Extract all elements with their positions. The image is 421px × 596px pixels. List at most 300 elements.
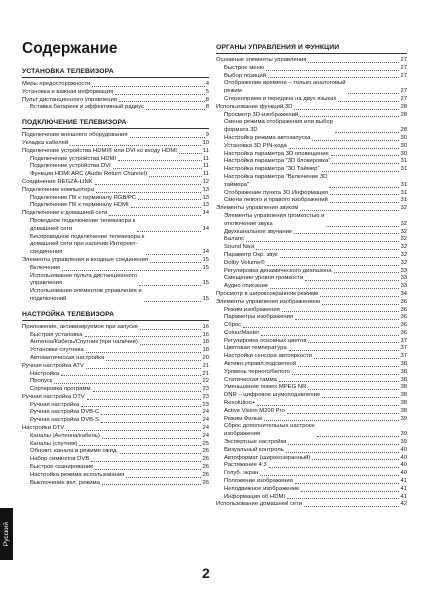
page-number: 2 (202, 565, 210, 581)
toc-entry-title: Параметр Окр. звук (224, 251, 278, 258)
toc-entry-page: 30 (400, 150, 407, 157)
toc-entry-page: 30 (400, 142, 407, 149)
dot-leader (138, 199, 201, 200)
toc-entry[interactable] (22, 163, 209, 171)
dot-leader (85, 336, 202, 337)
dot-leader (243, 327, 399, 328)
toc-entry-title: Ручная настройка DVB-S (30, 417, 99, 424)
toc-entry[interactable] (216, 423, 407, 439)
toc-entry-title: Ручная настройка DTV (22, 393, 85, 400)
toc-entry[interactable] (216, 143, 407, 151)
dot-leader (150, 262, 201, 263)
toc-entry-title: Элементы управления громкостью и отключение звука (224, 212, 325, 227)
toc-entry[interactable] (216, 416, 407, 424)
toc-entry[interactable] (22, 355, 209, 363)
toc-entry-title: Установка 3D PIN-кода (224, 142, 287, 149)
toc-entry[interactable] (22, 257, 209, 265)
dot-leader (95, 469, 201, 470)
toc-entry-title: Установки спутника (30, 347, 84, 354)
toc-entry[interactable] (216, 478, 407, 486)
toc-entry-page: 20 (202, 354, 209, 361)
dot-leader (264, 420, 399, 421)
toc-entry-page: 21 (202, 370, 209, 377)
toc-entry[interactable] (216, 353, 407, 361)
toc-entry[interactable] (216, 338, 407, 346)
toc-entry-page: 8 (205, 96, 209, 103)
toc-entry-page: 11 (202, 147, 209, 154)
toc-entry-title: Активн.управл.подсветкой (224, 361, 297, 368)
toc-entry[interactable] (22, 324, 209, 332)
dot-leader (308, 62, 399, 63)
toc-entry-title: Набор символов DVB (30, 456, 90, 463)
toc-entry-page: 34 (400, 290, 407, 297)
toc-entry-page: 38 (400, 361, 407, 368)
toc-entry-title: Аудио описание (224, 283, 269, 290)
toc-entry-title: DNR – цифровое шумоподавление (224, 392, 321, 399)
toc-entry[interactable] (216, 291, 407, 299)
toc-entry-page: 36 (400, 329, 407, 336)
toc-entry-title: Экспертные настройки (224, 439, 287, 446)
toc-entry-title: Быстрое меню (224, 64, 265, 71)
toc-entry-title: Режим Фильм (224, 415, 263, 422)
toc-entry[interactable] (22, 273, 209, 289)
toc-entry-title: Подключение ПК к терминалу HDMI (30, 202, 129, 209)
language-tab (0, 508, 13, 560)
toc-entry-page: 39 (400, 439, 407, 446)
toc-entry[interactable] (216, 80, 407, 96)
toc-entry-page: 32 (400, 236, 407, 243)
dot-leader (286, 452, 400, 453)
dot-leader (294, 233, 399, 234)
toc-entry-page: 40 (400, 454, 407, 461)
toc-entry[interactable] (216, 158, 407, 166)
toc-entry[interactable] (22, 371, 209, 379)
toc-entry[interactable] (22, 456, 209, 464)
toc-entry-title: Информация об HDMI (224, 493, 286, 500)
toc-entry[interactable] (216, 174, 407, 190)
dot-leader (130, 137, 205, 138)
toc-entry-page: 40 (400, 446, 407, 453)
dot-leader (317, 436, 400, 437)
toc-entry[interactable] (22, 140, 209, 148)
toc-entry[interactable] (216, 314, 407, 322)
toc-entry-title: Настройка параметра 3D оповещение (224, 150, 329, 157)
toc-entry-title: Установка и важная информация (22, 88, 114, 95)
dot-leader (93, 391, 202, 392)
toc-entry-title: Отображение пункта 3D Информация (224, 189, 328, 196)
dot-leader (295, 483, 400, 484)
toc-entry-page: 13 (202, 202, 209, 209)
dot-leader (267, 265, 400, 266)
toc-entry-title: Настройки сенсора автояркости (224, 353, 312, 360)
toc-entry-title: ColourMaster (224, 329, 260, 336)
toc-entry[interactable] (22, 464, 209, 472)
dot-leader (140, 329, 201, 330)
dot-leader (338, 101, 399, 102)
toc-entry-page: 15 (202, 280, 209, 287)
toc-entry-page: 33 (400, 275, 407, 282)
toc-entry[interactable] (216, 330, 407, 338)
toc-entry[interactable] (216, 408, 407, 416)
toc-entry[interactable] (22, 378, 209, 386)
page-title: Содержание (22, 40, 118, 57)
toc-entry[interactable] (216, 229, 407, 237)
toc-entry[interactable] (22, 433, 209, 441)
toc-entry[interactable] (216, 307, 407, 315)
toc-entry-title: Настройка (30, 370, 59, 377)
toc-entry[interactable] (216, 392, 407, 400)
toc-entry[interactable] (22, 480, 209, 488)
section-heading: ОРГАНЫ УПРАВЛЕНИЯ И ФУНКЦИИ (216, 44, 407, 54)
toc-entry[interactable] (22, 218, 209, 234)
toc-entry-page: 13 (202, 194, 209, 201)
toc-entry-page: 31 (400, 166, 407, 173)
toc-entry[interactable] (216, 369, 407, 377)
toc-entry-page: 36 (400, 322, 407, 329)
toc-entry-page: 24 (202, 425, 209, 432)
toc-entry-page: 11 (202, 155, 209, 162)
right-column (216, 44, 407, 516)
toc-entry-page: 32 (400, 220, 407, 227)
toc-entry[interactable] (22, 265, 209, 273)
toc-entry-page: 38 (400, 376, 407, 383)
dot-leader (62, 270, 201, 271)
toc-entry-title: Положение изображения (224, 478, 293, 485)
toc-entry[interactable] (216, 439, 407, 447)
toc-entry-page: 31 (400, 158, 407, 165)
toc-entry-title: Настройки DTV (22, 425, 65, 432)
toc-entry-title: Меры предосторожности (22, 81, 91, 87)
toc-entry[interactable] (216, 322, 407, 330)
toc-entry[interactable] (216, 486, 407, 494)
toc-entry-page: 41 (400, 478, 407, 485)
dot-leader (87, 399, 202, 400)
toc-entry-title: Проводное подключение телевизора к домашней сети (30, 217, 136, 232)
toc-entry[interactable] (22, 202, 209, 210)
toc-entry-page: 41 (400, 493, 407, 500)
toc-entry[interactable] (22, 132, 209, 140)
toc-entry[interactable] (216, 377, 407, 385)
toc-entry[interactable] (216, 112, 407, 120)
toc-entry-title: Sound Navi (224, 244, 255, 251)
toc-entry-page: 4 (205, 81, 209, 87)
dot-leader (287, 498, 399, 499)
toc-entry[interactable] (216, 236, 407, 244)
dot-leader (144, 301, 202, 302)
toc-entry-title: Элементы управления изображением (216, 298, 320, 305)
toc-entry[interactable] (216, 455, 407, 463)
toc-entry[interactable] (216, 501, 407, 509)
toc-entry[interactable] (22, 171, 209, 179)
toc-entry-title: Основные элементы управления (216, 57, 307, 63)
toc-entry[interactable] (22, 417, 209, 425)
toc-entry[interactable] (216, 252, 407, 260)
dot-leader (304, 506, 399, 507)
toc-entry[interactable] (22, 179, 209, 187)
dot-leader (269, 467, 400, 468)
toc-entry-title: Беспроводное подключение телевизора к домашней сети при наличии Интернет- соединения (30, 233, 145, 256)
toc-entry-title: Быстрая установка (30, 331, 83, 338)
dot-leader (280, 257, 400, 258)
toc-entry-page: 39 (400, 431, 407, 438)
dot-leader (308, 342, 399, 343)
toc-entry[interactable] (216, 135, 407, 143)
toc-entry[interactable] (22, 81, 209, 89)
dot-leader (54, 383, 201, 384)
dot-leader (270, 288, 399, 289)
toc-entry-page: 8 (205, 104, 209, 111)
dot-leader (139, 285, 201, 286)
toc-entry[interactable] (22, 448, 209, 456)
toc-entry[interactable] (22, 425, 209, 433)
dot-leader (322, 304, 400, 305)
toc-entry-title: Приложение, активизируемое при запуске (22, 323, 139, 330)
toc-entry-page: 28 (400, 111, 407, 118)
dot-leader (334, 272, 400, 273)
toc-entry-page: 13 (202, 186, 209, 193)
toc-entry[interactable] (216, 166, 407, 174)
toc-entry-title: Быстрое сканирование (30, 464, 94, 471)
toc-entry[interactable] (216, 283, 407, 291)
dot-leader (335, 132, 400, 133)
toc-entry[interactable] (216, 275, 407, 283)
dot-leader (96, 192, 201, 193)
toc-entry-title: Просмотр 3D-изображений (224, 111, 299, 118)
toc-entry-title: Ручная настройка (30, 401, 80, 408)
toc-entry-page: 32 (400, 251, 407, 258)
toc-entry[interactable] (216, 197, 407, 205)
dot-leader (149, 176, 202, 177)
dot-leader (300, 116, 399, 117)
toc-entry-title: Сброс (224, 322, 242, 329)
toc-entry-page: 37 (400, 345, 407, 352)
toc-entry-title: Смена левого и правого изображений (224, 197, 328, 204)
toc-entry-title: Визуальный контроль (224, 446, 284, 453)
toc-entry-title: Использование элементов управления и подключений (30, 288, 142, 302)
dot-leader (322, 171, 400, 172)
dot-leader (102, 438, 202, 439)
toc-entry-title: Подключение к домашней сети (22, 210, 108, 217)
toc-entry[interactable] (22, 195, 209, 203)
toc-entry[interactable] (22, 288, 209, 304)
toc-entry-title: Active Vision M200 Pro (224, 407, 285, 414)
toc-entry[interactable] (22, 472, 209, 480)
toc-entry-title: Автоформат (широкоэкранный) (224, 454, 311, 461)
toc-entry-page: 26 (202, 464, 209, 471)
toc-entry-page: 38 (400, 392, 407, 399)
toc-entry[interactable] (216, 244, 407, 252)
toc-entry-title: Элементы управления звуком (216, 205, 299, 212)
toc-entry-page: 14 (202, 210, 209, 217)
toc-entry-page: 27 (400, 95, 407, 102)
dot-leader (95, 184, 202, 185)
toc-entry[interactable] (22, 347, 209, 355)
toc-entry-title: Каналы (спутник) (30, 440, 78, 447)
dot-leader (120, 453, 201, 454)
toc-entry[interactable] (216, 462, 407, 470)
toc-entry[interactable] (22, 363, 209, 371)
toc-entry[interactable] (22, 104, 209, 112)
dot-leader (61, 375, 201, 376)
toc-entry-title: Настройка режима автозапуска (224, 134, 311, 141)
toc-entry-title: Режим изображения (224, 306, 280, 313)
dot-leader (91, 461, 201, 462)
toc-entry-page: 40 (400, 462, 407, 469)
toc-entry-page: 11 (202, 163, 209, 170)
toc-entry-title: Элементы управления и входные соединения (22, 256, 149, 263)
toc-entry-title: Каналы (Антенна/кабель) (30, 432, 100, 439)
toc-entry-page: 18 (202, 339, 209, 346)
dot-leader (292, 374, 400, 375)
dot-leader (300, 210, 399, 211)
toc-entry-title: Регулировка основных цветов (224, 337, 307, 344)
dot-leader (86, 352, 202, 353)
dot-leader (301, 491, 399, 492)
toc-entry[interactable] (22, 89, 209, 97)
dot-leader (308, 389, 399, 390)
toc-entry-page: 23 (202, 401, 209, 408)
toc-entry-page: 32 (400, 228, 407, 235)
toc-entry[interactable] (216, 361, 407, 369)
toc-entry-title: Пропуск (30, 378, 53, 385)
toc-entry-page: 37 (400, 337, 407, 344)
toc-entry[interactable] (216, 104, 407, 112)
toc-entry-title: Dolby Volume® (224, 259, 265, 266)
toc-entry[interactable] (216, 400, 407, 408)
dot-leader (288, 444, 399, 445)
toc-entry-title: Настройка параметра "Включение 3D таймера" (224, 173, 328, 188)
toc-entry-title: Уменьшение помех MPEG NR (224, 384, 307, 391)
toc-entry[interactable] (22, 148, 209, 156)
toc-entry-title: Цветовая температура (224, 345, 287, 352)
toc-entry[interactable] (216, 299, 407, 307)
toc-entry-page: 37 (400, 353, 407, 360)
left-column (22, 68, 209, 494)
toc-entry[interactable] (22, 332, 209, 340)
toc-entry-title: Статическая гамма (224, 376, 277, 383)
toc-entry[interactable] (216, 260, 407, 268)
toc-entry[interactable] (216, 268, 407, 276)
dot-leader (282, 311, 400, 312)
dot-leader (294, 109, 399, 110)
dot-leader (119, 101, 205, 102)
toc-entry-page: 18 (202, 347, 209, 354)
toc-entry-title: Подключение устройства DVI (30, 163, 111, 170)
dot-leader (126, 477, 201, 478)
toc-entry-page: 38 (400, 384, 407, 391)
toc-entry[interactable] (22, 386, 209, 394)
toc-entry[interactable] (22, 441, 209, 449)
toc-entry-page: 21 (202, 362, 209, 369)
toc-entry-page: 22 (202, 378, 209, 385)
toc-entry-title: Ручная настройка ATV (22, 362, 84, 369)
toc-entry-title: Использование функций 3D (216, 103, 293, 110)
toc-entry[interactable] (216, 384, 407, 392)
dot-leader (256, 249, 399, 250)
toc-entry[interactable] (216, 213, 407, 229)
toc-entry-title: Подключение ПК к терминалу RGB/PC (30, 194, 137, 201)
toc-entry[interactable] (216, 57, 407, 65)
toc-entry-title: Настройка параметра "3D Таймер" (224, 166, 320, 173)
dot-leader (66, 430, 201, 431)
toc-entry-page: 31 (400, 181, 407, 188)
toc-entry-page: 5 (205, 88, 209, 95)
toc-entry-page: 25 (202, 440, 209, 447)
dot-leader (146, 109, 205, 110)
toc-entry-title: Использование домашней сети (216, 501, 302, 508)
toc-entry-page: 26 (202, 471, 209, 478)
toc-entry-title: Просмотр в широкоэкранном режиме (216, 290, 319, 297)
dot-leader (312, 459, 399, 460)
toc-entry-page: 36 (400, 306, 407, 313)
toc-entry-title: Пульт дистанционного управления (22, 96, 118, 103)
toc-entry[interactable] (22, 234, 209, 257)
dot-leader (320, 296, 399, 297)
dot-leader (330, 202, 400, 203)
toc-entry-title: Использование пульта дистанционного управления (30, 272, 138, 287)
toc-entry-page: 27 (400, 64, 407, 71)
toc-entry-title: Включение (30, 264, 61, 271)
toc-entry-page: 41 (400, 485, 407, 492)
toc-entry[interactable] (22, 210, 209, 218)
dot-leader (102, 484, 202, 485)
dot-leader (70, 145, 201, 146)
toc-entry-page: 36 (400, 314, 407, 321)
toc-entry-title: Подключение устройства HDMI (30, 155, 117, 162)
toc-entry-page: 38 (400, 400, 407, 407)
dot-leader (101, 422, 202, 423)
toc-entry-page: 26 (202, 448, 209, 455)
toc-entry-page: 12 (202, 178, 209, 185)
toc-entry[interactable] (216, 65, 407, 73)
toc-entry[interactable] (216, 205, 407, 213)
toc-entry-page: 31 (400, 197, 407, 204)
toc-entry[interactable] (216, 470, 407, 478)
dot-leader (86, 368, 201, 369)
toc-entry-page: 36 (400, 298, 407, 305)
toc-entry-page: 28 (400, 127, 407, 134)
dot-leader (295, 319, 399, 320)
toc-entry-page: 9 (205, 132, 209, 139)
toc-entry-title: Отображение времени – только аналоговый режим (224, 80, 346, 95)
dot-leader (179, 153, 202, 154)
toc-entry[interactable] (22, 339, 209, 347)
toc-entry-page: 26 (202, 456, 209, 463)
dot-leader (146, 254, 201, 255)
toc-entry-page: 42 (400, 501, 407, 508)
dot-leader (305, 280, 399, 281)
toc-entry-title: Стереоприем и передача на двух языках (224, 95, 337, 102)
dot-leader (289, 148, 400, 149)
toc-entry[interactable] (22, 187, 209, 195)
toc-section (216, 44, 407, 509)
toc-entry-title: Сброс дополнительных настроек изображения (224, 423, 315, 438)
toc-entry-page: 32 (400, 259, 407, 266)
toc-entry-title: Растяжение 4:3 (224, 462, 267, 469)
section-heading: УСТАНОВКА ТЕЛЕВИЗОРА (22, 68, 209, 78)
toc-entry-page: 40 (400, 470, 407, 477)
toc-entry-title: Сортировка программ (30, 386, 91, 393)
toc-entry[interactable] (216, 119, 407, 135)
toc-entry-page: 30 (400, 134, 407, 141)
toc-entry-page: 26 (202, 479, 209, 486)
toc-entry[interactable] (216, 447, 407, 455)
toc-entry[interactable] (22, 394, 209, 402)
toc-entry-page: 10 (202, 139, 209, 146)
toc-entry[interactable] (216, 96, 407, 104)
toc-entry-page: 24 (202, 417, 209, 424)
toc-entry-page: 32 (400, 244, 407, 251)
